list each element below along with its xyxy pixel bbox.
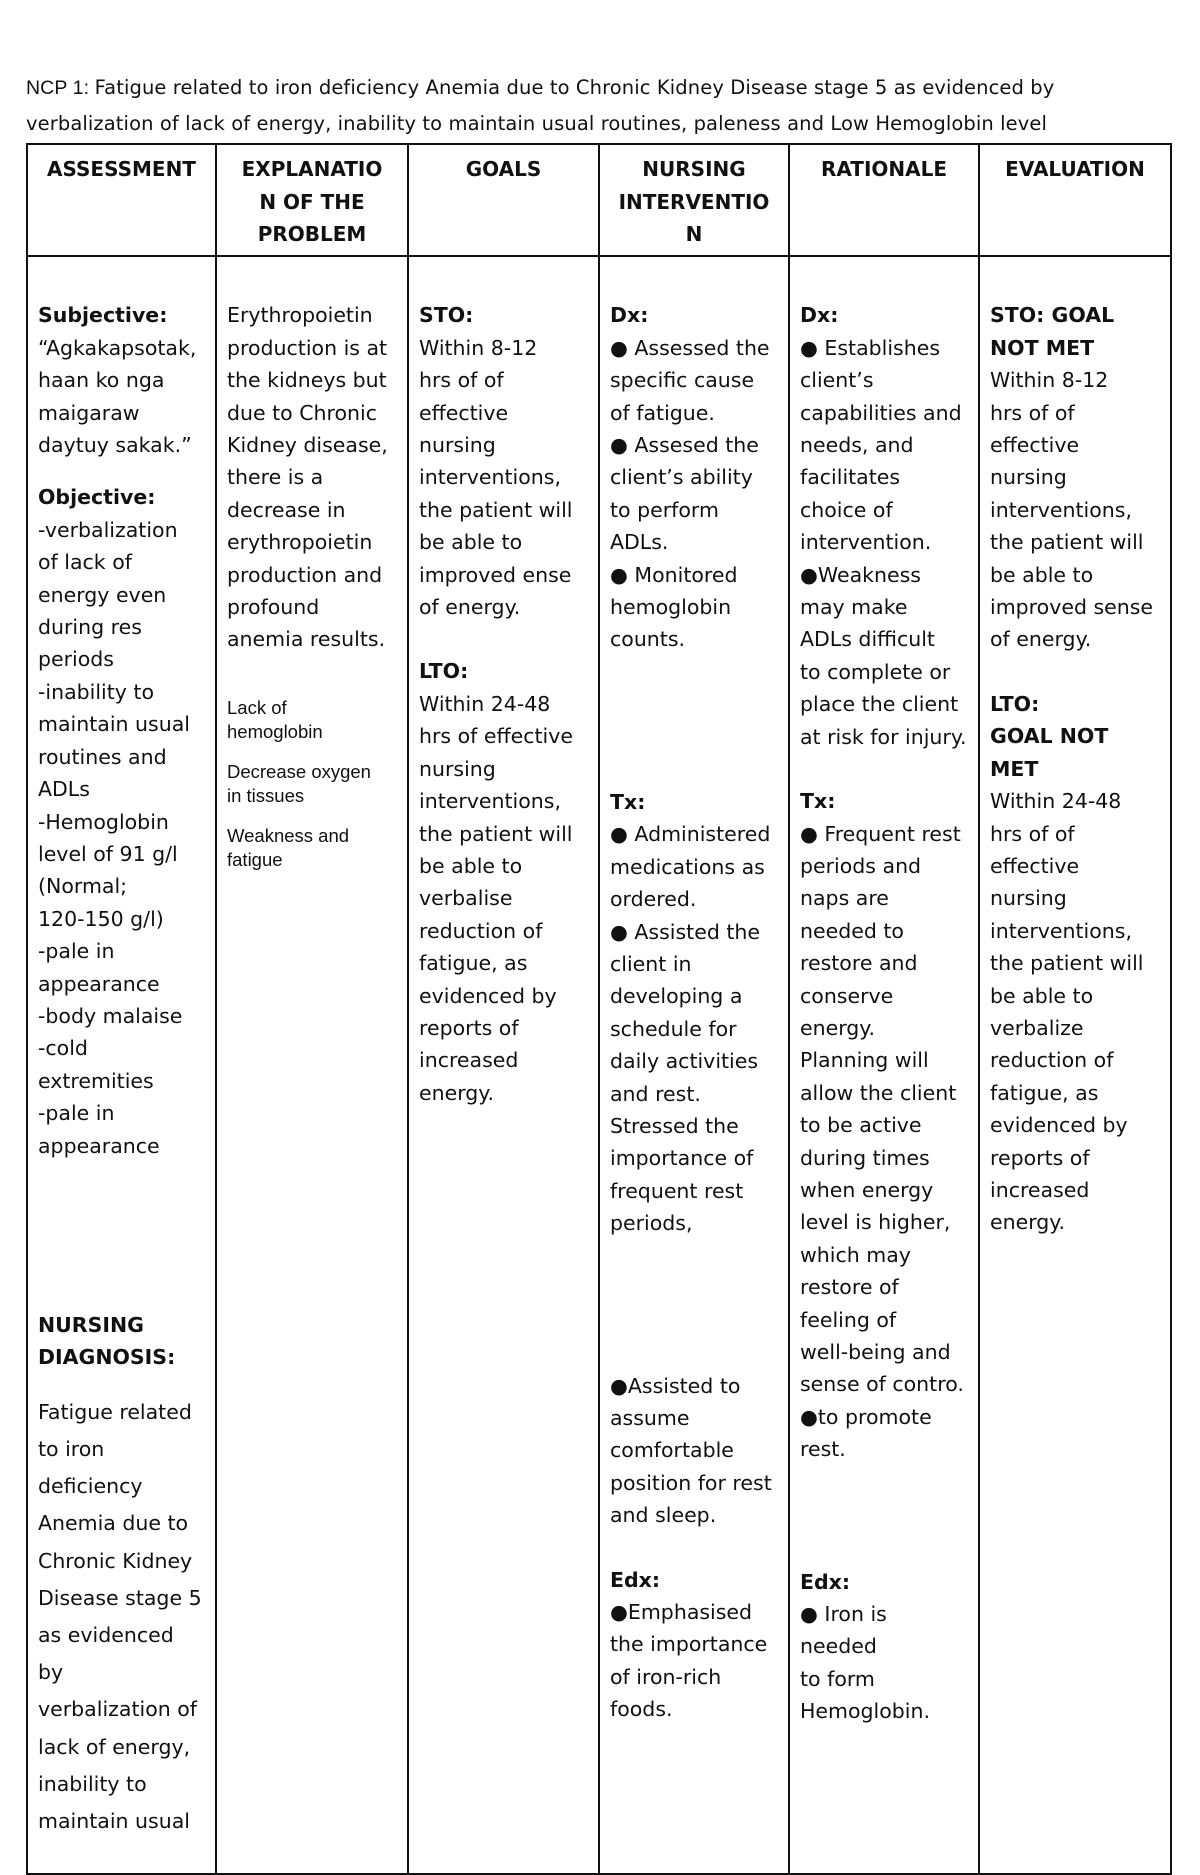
explanation-flow-2: Decrease oxygen in tissues <box>227 760 371 806</box>
nursing-care-plan-table <box>26 143 1172 1875</box>
subjective-text: “Agkakapsotak, haan ko nga maigaraw daytuy sakak.” <box>38 335 197 458</box>
nursing-diagnosis-label: NURSING DIAGNOSIS: <box>38 1312 176 1370</box>
intervention-edx-label: Edx: <box>610 1567 661 1592</box>
intervention-dx-label: Dx: <box>610 303 649 328</box>
intervention-tx-label: Tx: <box>610 789 646 814</box>
rationale-edx-text: ● Iron is needed to form Hemoglobin. <box>800 1602 931 1724</box>
header-rationale: RATIONALE <box>789 144 979 256</box>
objective-label: Objective: <box>38 485 156 510</box>
intervention-dx-text: ● Assessed the specific cause of fatigue. ● Assesed the client’s ability to perform ADLs. ● Monitored hemoglobin counts. <box>610 335 770 652</box>
evaluation-lto-label: LTO: GOAL NOT MET <box>990 691 1109 781</box>
subjective-label: Subjective: <box>38 303 168 328</box>
evaluation-cell <box>979 256 1171 1874</box>
nursing-diagnosis-text: Fatigue related to iron deficiency Anemia due to Chronic Kidney Disease stage 5 as evidenced by verbalization of lack of energy, inability to maintain usual <box>38 1399 202 1834</box>
header-evaluation: EVALUATION <box>979 144 1171 256</box>
evaluation-sto-label: STO: GOAL NOT MET <box>990 303 1115 360</box>
header-assessment: ASSESSMENT <box>27 144 216 256</box>
document-title <box>26 70 1166 142</box>
content-row <box>27 256 1171 1874</box>
rationale-tx-text: ● Frequent rest periods and naps are needed to restore and conserve energy. Planning will allow the client to be active during times when energy level is higher, which may restore of feeling of well-being and sense of contro. ●to promote rest. <box>800 821 964 1462</box>
header-explanation: EXPLANATIO N OF THE PROBLEM <box>216 144 408 256</box>
rationale-dx-text: ● Establishes client’s capabilities and needs, and facilitates choice of intervention. ●Weakness may make ADLs difficult to complete or place the client at risk for injury. <box>800 335 967 749</box>
explanation-text: Erythropoietin production is at the kidneys but due to Chronic Kidney disease, there is a decrease in erythropoietin production and profound anemia results. <box>227 303 388 652</box>
explanation-flow-3: Weakness and fatigue <box>227 824 350 870</box>
intervention-tx-text: ● Administered medications as ordered. ● Assisted the client in developing a schedule for daily activities and rest. Stressed the importance of frequent rest periods, <box>610 822 771 1236</box>
rationale-edx-label: Edx: <box>800 1569 851 1594</box>
rationale-tx-label: Tx: <box>800 789 836 814</box>
lto-label: LTO: <box>419 659 469 684</box>
sto-text: Within 8-12 hrs of of effective nursing interventions, the patient will be able to improved ense of energy. <box>419 335 573 620</box>
intervention-cell <box>599 256 789 1874</box>
explanation-flow-1: Lack of hemoglobin <box>227 696 323 742</box>
header-row <box>27 144 1171 256</box>
intervention-tx-text-2: ●Assisted to assume comfortable position for rest and sleep. <box>610 1373 772 1528</box>
lto-text: Within 24-48 hrs of effective nursing interventions, the patient will be able to verbalise reduction of fatigue, as evidenced by reports of increased energy. <box>419 691 573 1105</box>
title-lead: NCP 1: <box>26 77 95 99</box>
rationale-cell <box>789 256 979 1874</box>
assessment-cell <box>27 256 216 1874</box>
header-intervention: NURSING INTERVENTIO N <box>599 144 789 256</box>
evaluation-lto-text: Within 24-48 hrs of of effective nursing interventions, the patient will be able to verbalize reduction of fatigue, as evidenced by reports of increased energy. <box>990 789 1144 1235</box>
header-goals: GOALS <box>408 144 599 256</box>
sto-label: STO: <box>419 303 474 328</box>
intervention-edx-text: ●Emphasised the importance of iron-rich foods. <box>610 1600 768 1722</box>
evaluation-sto-text: Within 8-12 hrs of of effective nursing interventions, the patient will be able to improved sense of energy. <box>990 368 1154 652</box>
title-text: Fatigue related to iron deficiency Anemia due to Chronic Kidney Disease stage 5 as evidenced by verbalization of lack of energy, inability to maintain usual routines, paleness and Low Hemoglobin level <box>26 76 1055 135</box>
goals-cell <box>408 256 599 1874</box>
explanation-cell <box>216 256 408 1874</box>
rationale-dx-label: Dx: <box>800 303 839 328</box>
objective-text: -verbalization of lack of energy even during res periods -inability to maintain usual routines and ADLs -Hemoglobin level of 91 g/l (Normal; 120-150 g/l) -pale in appearance -body malaise -cold extremities -pale in appearance <box>38 517 190 1158</box>
